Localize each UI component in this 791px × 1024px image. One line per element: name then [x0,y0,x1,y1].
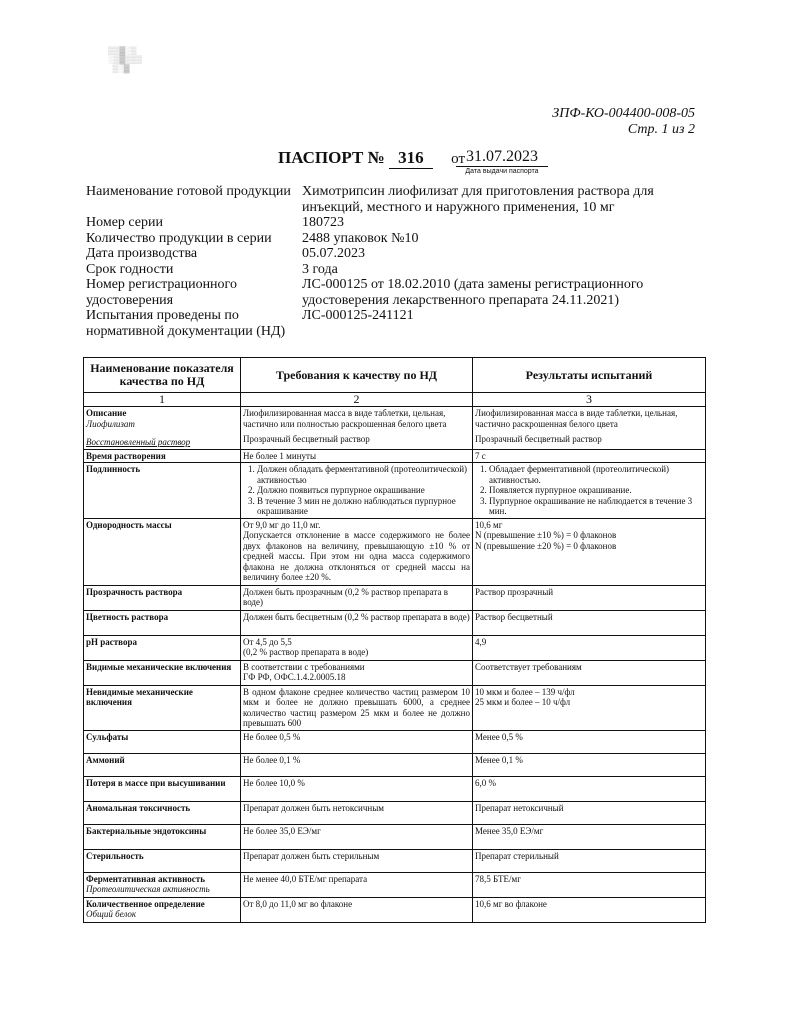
row-name-cell [84,872,241,897]
result-text: 10 мкм и более – 139 ч/фл [475,686,575,697]
info-key: Номер серии [86,215,163,230]
result-text: Раствор бесцветный [473,610,706,635]
table-row [84,610,706,635]
quality-table [83,357,706,923]
result-text: Препарат стерильный [473,849,706,872]
table-row [84,518,706,585]
info-key: Срок годности [86,261,174,277]
row-subname: Протеолитическая активность [86,884,210,894]
column-number-row [84,393,706,407]
result-text: 6,0 % [473,776,706,801]
header-indicator: Наименование показателя качества по НД [84,358,241,393]
result-text: Менее 0,1 % [473,753,706,776]
table-row [84,660,706,685]
table-row [84,463,706,519]
info-row-production-date [86,246,706,262]
requirement-text: (0,2 % раствор препарата в воде) [243,647,369,657]
result-text: Менее 35,0 ЕЭ/мг [473,824,706,849]
result-cell [473,463,706,519]
requirement-text: Прозрачный бесцветный раствор [243,434,370,444]
row-name: Стерильность [84,849,241,872]
document-code-block [552,106,695,138]
info-key: Номер регистрационного удостоверения [86,277,237,308]
row-name: Прозрачность раствора [84,585,241,610]
row-name-cell [84,897,241,922]
row-subname: Лиофилизат [86,418,135,429]
info-key: Количество продукции в серии [86,230,272,246]
table-row [84,635,706,660]
result-item: 3. Пурпурное окрашивание не наблюдается в течение 3 мин. [489,496,703,517]
passport-label: ПАСПОРТ № [278,148,385,167]
table-row [84,407,706,450]
row-name: pH раствора [84,635,241,660]
result-text: Лиофилизированная масса в виде таблетки, цельная, частично раскрошенная белого цвета [475,408,678,429]
result-cell [473,685,706,730]
info-row-batch [86,215,706,231]
row-name: Аммоний [84,753,241,776]
page-label: Стр. 1 из 2 [627,122,695,137]
requirement-text: Не более 35,0 ЕЭ/мг [241,824,473,849]
requirement-text: От 8,0 до 11,0 мг во флаконе [241,897,473,922]
result-text: N (превышение ±20 %) = 0 флаконов [475,540,617,551]
info-row-shelf-life [86,262,706,278]
info-value: 05.07.2023 [302,246,365,261]
result-item: 1. Обладает ферментативной (протеолитической) активностью. [489,464,703,485]
table-row [84,849,706,872]
result-text: 7 с [473,449,706,463]
requirement-text: В соответствии с требованиями [243,661,365,672]
info-key: Испытания проведены по нормативной документации (НД) [86,308,286,339]
row-name: Бактериальные эндотоксины [84,824,241,849]
requirement-text: Препарат должен быть нетоксичным [241,801,473,824]
requirement-text: Не более 0,5 % [241,730,473,753]
product-info [86,184,706,339]
result-text: 25 мкм и более – 10 ч/фл [475,697,571,707]
row-name-cell [84,407,241,450]
requirement-text: Не более 1 минуты [241,449,473,463]
faded-stamp: ▒▒▓░▒ ░▒▓▒▒▒ ▒░▓ [108,46,143,73]
row-name: Аномальная токсичность [84,801,241,824]
requirement-text: Лиофилизированная масса в виде таблетки, цельная, частично или полностью раскрошенная белого цвета [243,408,447,429]
row-name: Цветность раствора [84,610,241,635]
result-text: 78,5 БТЕ/мг [473,872,706,897]
info-value: Химотрипсин лиофилизат для приготовления раствора для инъекций, местного и наружного применения, 10 мг [302,184,654,215]
info-value: ЛС-000125-241121 [302,308,414,323]
row-name: Невидимые механические включения [84,685,241,730]
table-row [84,776,706,801]
passport-date: 31.07.2023 [456,148,548,167]
info-value: 180723 [302,215,344,230]
result-text: 10,6 мг во флаконе [473,897,706,922]
document-code: ЗПФ-КО-004400-008-05 [552,106,695,121]
column-number: 2 [241,393,473,407]
row-name: Время растворения [84,449,241,463]
table-row [84,801,706,824]
info-value: 3 года [302,261,338,277]
result-text: N (превышение ±10 %) = 0 флаконов [475,530,617,540]
result-text: 4,9 [473,635,706,660]
column-number: 1 [84,393,241,407]
table-row [84,872,706,897]
requirement-item: 2. Должно появиться пурпурное окрашивание [257,485,470,496]
requirement-text: Не более 10,0 % [241,776,473,801]
table-row [84,585,706,610]
table-row [84,753,706,776]
table-row [84,730,706,753]
info-row-registration [86,277,706,308]
result-text: Менее 0,5 % [473,730,706,753]
requirement-text: Не более 0,1 % [241,753,473,776]
row-name: Сульфаты [84,730,241,753]
row-name: Потеря в массе при высушивании [84,776,241,801]
row-name: Количественное определение [86,898,205,909]
table-row [84,449,706,463]
row-name: Однородность массы [84,518,241,585]
result-text: 10,6 мг [475,519,503,530]
requirement-text: В одном флаконе среднее количество частиц размером 10 мкм и более не должно превышать 6000, а среднее количество частиц размером 25 мкм и более не должно превышать 600 [241,685,473,730]
info-value: 2488 упаковок №10 [302,230,419,246]
passport-date-block [456,148,548,175]
requirement-cell [241,518,473,585]
requirement-cell [241,660,473,685]
requirement-item: 3. В течение 3 мин не должно наблюдаться пурпурное окрашивание [257,496,470,517]
requirement-text: ГФ РФ, ОФС.1.4.2.0005.18 [243,672,346,682]
info-key: Наименование готовой продукции [86,184,291,199]
info-row-quantity [86,231,706,247]
row-subname: Восстановленный раствор [86,437,191,447]
row-subname: Общий белок [86,909,137,919]
info-key: Дата производства [86,246,198,261]
passport-title [278,148,479,169]
passport-ot: от [451,151,465,167]
passport-number: 316 [389,148,433,169]
requirement-text: Препарат должен быть стерильным [241,849,473,872]
requirement-cell [241,407,473,450]
info-row-normative [86,308,706,339]
table-header-row [84,358,706,393]
result-cell [473,407,706,450]
result-text: Раствор прозрачный [473,585,706,610]
result-text: Прозрачный бесцветный раствор [475,434,602,444]
table-row [84,897,706,922]
result-item: 2. Появляется пурпурное окрашивание. [489,485,703,496]
result-text: Соответствует требованиям [473,660,706,685]
row-name: Подлинность [84,463,241,519]
requirement-text: От 9,0 мг до 11,0 мг. [243,519,321,530]
requirement-text: Должен быть прозрачным (0,2 % раствор препарата в воде) [241,585,473,610]
requirement-item: 1. Должен обладать ферментативной (протеолитической) активностью [257,464,470,485]
passport-date-caption: Дата выдачи паспорта [465,168,539,175]
requirement-text: Должен быть бесцветным (0,2 % раствор препарата в воде) [241,610,473,635]
table-row [84,824,706,849]
row-name: Видимые механические включения [84,660,241,685]
requirement-cell [241,635,473,660]
row-name: Описание [86,408,127,418]
result-cell [473,518,706,585]
header-results: Результаты испытаний [473,358,706,393]
requirement-text: Не менее 40,0 БТЕ/мг препарата [241,872,473,897]
row-name: Ферментативная активность [86,873,205,884]
requirement-text: От 4,5 до 5,5 [243,636,292,647]
table-row [84,685,706,730]
result-text: Препарат нетоксичный [473,801,706,824]
info-row-product [86,184,706,215]
info-value: ЛС-000125 от 18.02.2010 (дата замены регистрационного удостоверения лекарственного препарата 24.11.2021) [302,277,644,308]
requirement-cell [241,463,473,519]
column-number: 3 [473,393,706,407]
header-requirements: Требования к качеству по НД [241,358,473,393]
requirement-text: Допускается отклонение в массе содержимого не более двух флаконов на величину, превышающую ±10 % от средней массы. При этом ни одна масса содержимого флакона не должна отклоняться от средней массы на величину более ±20 %. [243,530,470,582]
